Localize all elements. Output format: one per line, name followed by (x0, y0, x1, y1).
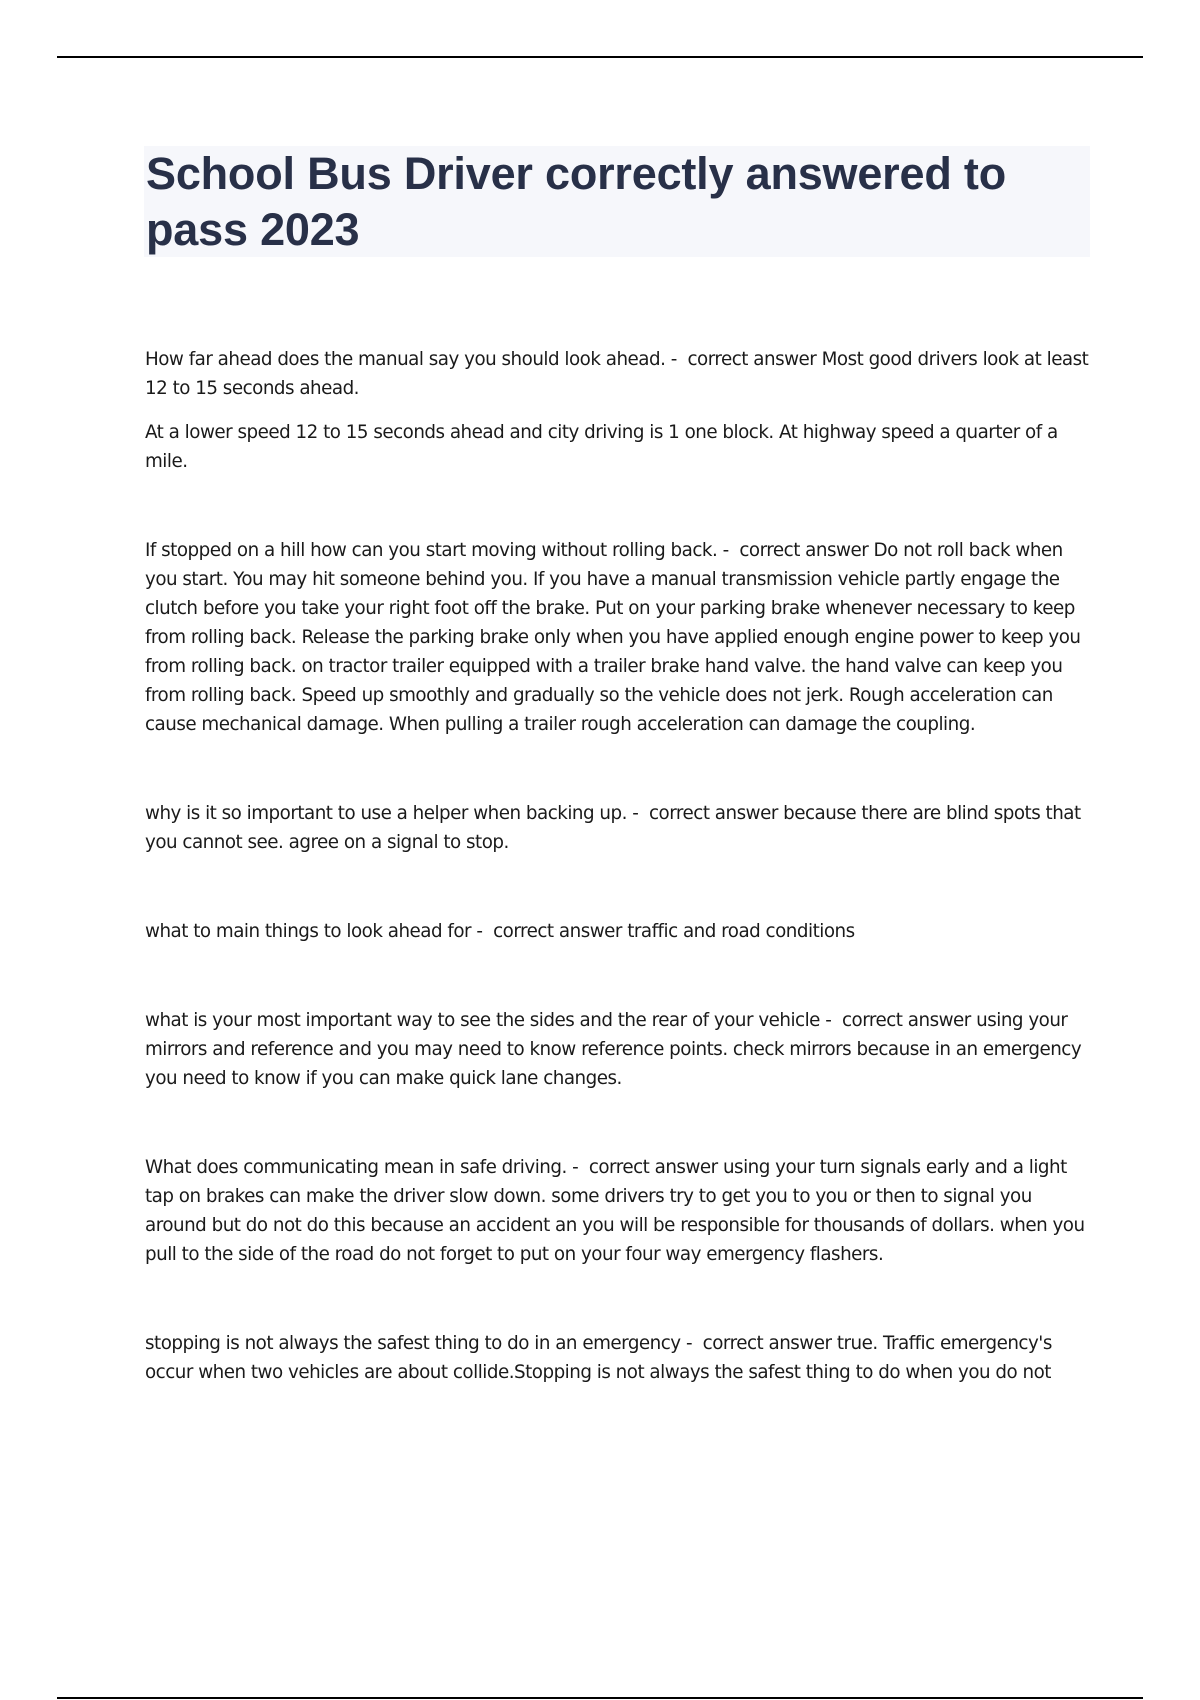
title-banner (144, 146, 1090, 257)
answer-text: correct answer Most good drivers look at least 12 to 15 seconds ahead. (145, 349, 1089, 399)
qa-item (145, 536, 1091, 739)
separator: - (680, 1333, 703, 1354)
answer-text: correct answer true. Traffic emergency's occur when two vehicles are about collide.Stopping is not always the safest thing to do when you do not (145, 1333, 1052, 1383)
qa-item (145, 345, 1091, 403)
answer-extra-text: At a lower speed 12 to 15 seconds ahead and city driving is 1 one block. At highway speed a quarter of a mile. (145, 422, 1058, 472)
answer-text: correct answer using your mirrors and reference and you may need to know reference points. check mirrors because in an emergency you need to know if you can make quick lane changes. (145, 1010, 1082, 1089)
question-text: What does communicating mean in safe driving. (145, 1157, 567, 1178)
bottom-rule (57, 1697, 1143, 1699)
question-text: what to main things to look ahead for (145, 921, 472, 942)
answer-text: correct answer traffic and road conditions (493, 921, 855, 942)
answer-text: correct answer using your turn signals early and a light tap on brakes can make the driver slow down. some drivers try to get you to you or then to signal you around but do not do this because an accident an you will be responsible for thousands of dollars. when you pull to the side of the road do not forget to put on your four way emergency flashers. (145, 1157, 1085, 1265)
separator: - (626, 803, 649, 824)
qa-content (145, 345, 1091, 1387)
qa-item (145, 917, 1091, 946)
separator: - (717, 540, 740, 561)
document-title: School Bus Driver correctly answered to pass 2023 (146, 148, 1006, 255)
question-text: How far ahead does the manual say you should look ahead. (145, 349, 666, 370)
qa-item (145, 1006, 1091, 1093)
separator: - (665, 349, 688, 370)
answer-text: correct answer Do not roll back when you start. You may hit someone behind you. If you have a manual transmission vehicle partly engage the clutch before you take your right foot off the brake. Put on your parking brake whenever necessary to keep from rolling back. Release the parking brake only when you have applied enough engine power to keep you from rolling back. on tractor trailer equipped with a trailer brake hand valve. the hand valve can keep you from rolling back. Speed up smoothly and gradually so the vehicle does not jerk. Rough acceleration can cause mechanical damage. When pulling a trailer rough acceleration can damage the coupling. (145, 540, 1081, 735)
question-text: why is it so important to use a helper when backing up. (145, 803, 627, 824)
qa-item (145, 1329, 1091, 1387)
separator: - (566, 1157, 589, 1178)
qa-item (145, 1153, 1091, 1269)
question-text: If stopped on a hill how can you start moving without rolling back. (145, 540, 718, 561)
separator: - (471, 921, 494, 942)
question-text: stopping is not always the safest thing to do in an emergency (145, 1333, 681, 1354)
top-rule (57, 56, 1143, 58)
question-text: what is your most important way to see the sides and the rear of your vehicle (145, 1010, 820, 1031)
answer-text: correct answer because there are blind spots that you cannot see. agree on a signal to stop. (145, 803, 1081, 853)
qa-item (145, 799, 1091, 857)
separator: - (819, 1010, 842, 1031)
